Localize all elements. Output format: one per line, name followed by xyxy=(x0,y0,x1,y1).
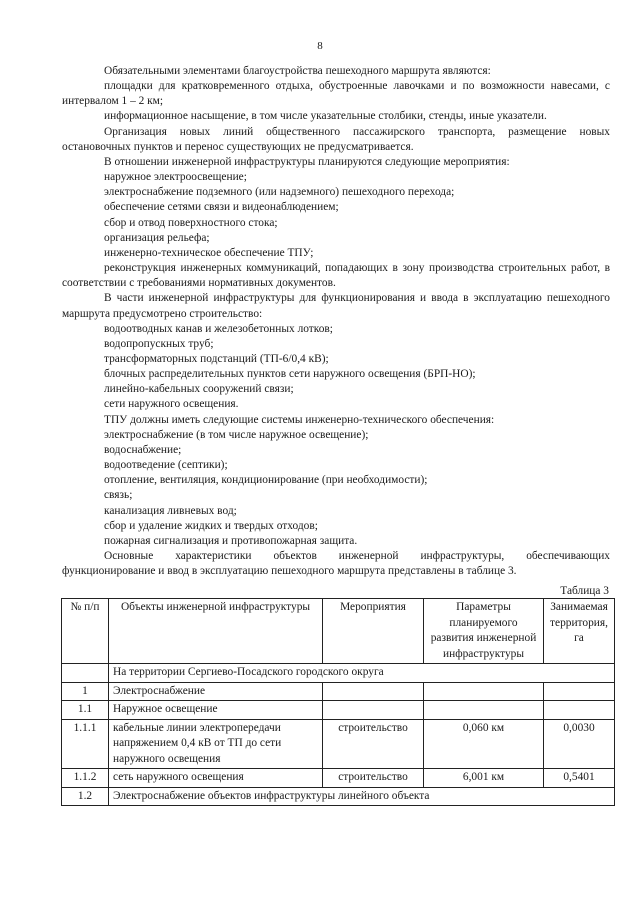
paragraph: наружное электроосвещение; xyxy=(104,171,247,184)
paragraph: Обязательными элементами благоустройства пешеходного маршрута являются: xyxy=(104,65,491,77)
paragraph: Основные характеристики объектов инженерной инфраструктуры, обеспечивающих функционирование и ввод в эксплуатацию пешеходного маршрута представлены в таблице 3. xyxy=(62,550,610,578)
table-row xyxy=(62,701,615,720)
header-area: Занимаемая территория, га xyxy=(544,599,615,664)
table-caption: Таблица 3 xyxy=(560,585,609,597)
paragraph: сети наружного освещения. xyxy=(104,398,239,411)
paragraph: блочных распределительных пунктов сети наружного освещения (БРП-НО); xyxy=(104,368,476,381)
paragraph: водоотведение (септики); xyxy=(104,459,228,472)
header-num: № п/п xyxy=(62,599,109,664)
paragraph: В части инженерной инфраструктуры для функционирования и ввода в эксплуатацию пешеходного маршрута предусмотрено строительство: xyxy=(62,292,610,320)
cell-params: 0,060 км xyxy=(424,719,544,769)
paragraph: трансформаторных подстанций (ТП-6/0,4 кВ); xyxy=(104,352,329,365)
page-number: 8 xyxy=(317,40,323,52)
cell-area: 0,5401 xyxy=(544,769,615,788)
paragraph: водопропускных труб; xyxy=(104,337,214,350)
header-object: Объекты инженерной инфраструктуры xyxy=(109,599,323,664)
paragraph: отопление, вентиляция, кондиционирование (при необходимости); xyxy=(104,474,428,487)
body-text xyxy=(62,64,610,579)
cell-num: 1 xyxy=(62,682,109,701)
paragraph: сбор и отвод поверхностного стока; xyxy=(104,216,278,229)
table-row xyxy=(62,719,615,769)
cell-object: Наружное освещение xyxy=(109,701,323,720)
table-row xyxy=(62,682,615,701)
paragraph: инженерно-техническое обеспечение ТПУ; xyxy=(104,246,314,259)
cell-num: 1.1 xyxy=(62,701,109,720)
cell-area xyxy=(544,701,615,720)
cell-area xyxy=(544,682,615,701)
table-row xyxy=(62,787,615,806)
cell-object: кабельные линии электропередачи напряжением 0,4 кВ от ТП до сети наружного освещения xyxy=(109,719,323,769)
paragraph: электроснабжение подземного (или надземного) пешеходного перехода; xyxy=(104,186,455,199)
cell-measure: строительство xyxy=(323,719,424,769)
cell-num xyxy=(62,664,109,683)
paragraph: водоотводных канав и железобетонных лотков; xyxy=(104,322,333,335)
paragraph: водоснабжение; xyxy=(104,443,182,456)
infrastructure-table xyxy=(61,598,615,806)
cell-measure: строительство xyxy=(323,769,424,788)
paragraph: информационное насыщение, в том числе указательные столбики, стенды, иные указатели. xyxy=(104,110,547,123)
paragraph: связь; xyxy=(104,489,133,502)
cell-object: сеть наружного освещения xyxy=(109,769,323,788)
table-header-row xyxy=(62,599,615,664)
cell-object: Электроснабжение xyxy=(109,682,323,701)
paragraph: пожарная сигнализация и противопожарная защита. xyxy=(104,534,358,547)
cell-num: 1.2 xyxy=(62,787,109,806)
cell-object: Электроснабжение объектов инфраструктуры линейного объекта xyxy=(109,787,615,806)
paragraph: линейно-кабельных сооружений связи; xyxy=(104,383,294,396)
header-measure: Мероприятия xyxy=(323,599,424,664)
table-row xyxy=(62,769,615,788)
table-row xyxy=(62,664,615,683)
paragraph: Организация новых линий общественного пассажирского транспорта, размещение новых остановочных пунктов и перенос существующих не предусматривается. xyxy=(62,125,610,153)
paragraph: электроснабжение (в том числе наружное освещение); xyxy=(104,428,369,441)
cell-params xyxy=(424,701,544,720)
paragraph: В отношении инженерной инфраструктуры планируются следующие мероприятия: xyxy=(104,155,510,168)
header-params: Параметры планируемого развития инженерной инфраструктуры xyxy=(424,599,544,664)
cell-measure xyxy=(323,682,424,701)
table-body xyxy=(62,664,615,806)
paragraph: канализация ливневых вод; xyxy=(104,504,237,517)
paragraph: сбор и удаление жидких и твердых отходов; xyxy=(104,519,318,532)
paragraph: организация рельефа; xyxy=(104,231,210,244)
cell-num: 1.1.2 xyxy=(62,769,109,788)
paragraph: ТПУ должны иметь следующие системы инженерно-технического обеспечения: xyxy=(104,413,495,426)
cell-num: 1.1.1 xyxy=(62,719,109,769)
cell-params: 6,001 км xyxy=(424,769,544,788)
paragraph: реконструкция инженерных коммуникаций, попадающих в зону производства строительных работ, в соответствии с требованиями нормативных документов. xyxy=(62,262,610,290)
paragraph: обеспечение сетями связи и видеонаблюдением; xyxy=(104,201,339,214)
cell-object: На территории Сергиево-Посадского городского округа xyxy=(109,664,615,683)
cell-measure xyxy=(323,701,424,720)
cell-area: 0,0030 xyxy=(544,719,615,769)
cell-params xyxy=(424,682,544,701)
paragraph: площадки для кратковременного отдыха, обустроенные лавочками и по возможности навесами, с интервалом 1 – 2 км; xyxy=(62,80,610,108)
